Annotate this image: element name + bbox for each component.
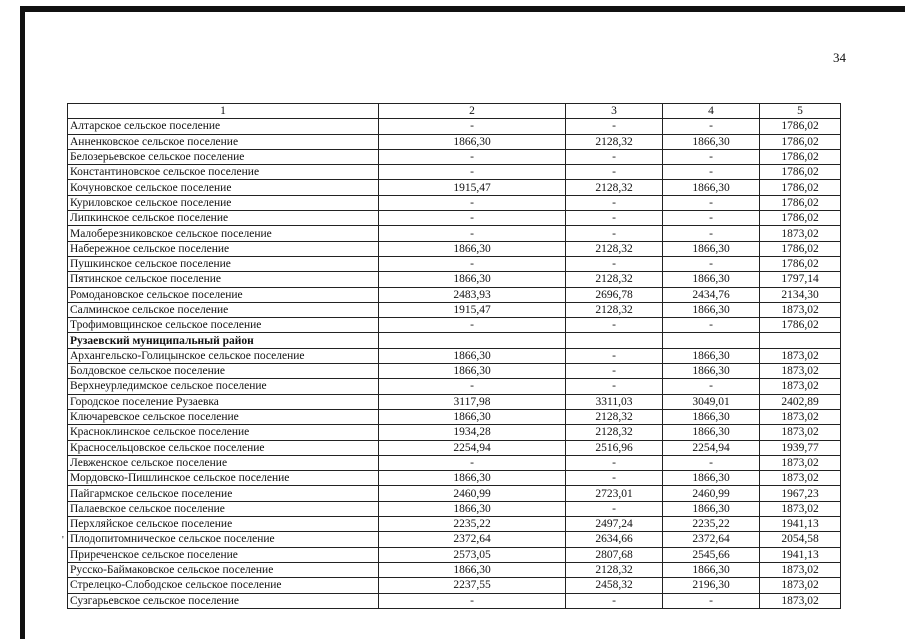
settlement-name-cell: Трофимовщинское сельское поселение: [68, 318, 379, 333]
value-cell-col2: 2460,99: [379, 486, 566, 501]
value-cell-col5: 1797,14: [760, 272, 841, 287]
value-cell-col5: 1786,02: [760, 256, 841, 271]
value-cell-col5: 1873,02: [760, 562, 841, 577]
settlement-name-cell: Набережное сельское поселение: [68, 241, 379, 256]
table-row: [68, 578, 841, 593]
value-cell-col2: -: [379, 593, 566, 608]
settlement-name-cell: Константиновское сельское поселение: [68, 165, 379, 180]
settlement-name-cell: Пятинское сельское поселение: [68, 272, 379, 287]
settlement-name-cell: Палаевское сельское поселение: [68, 501, 379, 516]
value-cell-col4: 2460,99: [663, 486, 760, 501]
value-cell-col5: 1873,02: [760, 455, 841, 470]
value-cell-col3: 2128,32: [566, 134, 663, 149]
scan-left-edge: [20, 6, 25, 639]
table-row: [68, 348, 841, 363]
value-cell-col2: -: [379, 318, 566, 333]
settlement-name-cell: Стрелецко-Слободское сельское поселение: [68, 578, 379, 593]
table-row: [68, 272, 841, 287]
value-cell-col2: 2372,64: [379, 532, 566, 547]
value-cell-col3: [566, 333, 663, 348]
value-cell-col2: -: [379, 165, 566, 180]
value-cell-col3: -: [566, 211, 663, 226]
value-cell-col3: 3311,03: [566, 394, 663, 409]
value-cell-col2: 1934,28: [379, 425, 566, 440]
value-cell-col5: 1786,02: [760, 211, 841, 226]
table-row: [68, 501, 841, 516]
value-cell-col4: 1866,30: [663, 272, 760, 287]
value-cell-col3: 2696,78: [566, 287, 663, 302]
settlement-name-cell: Сузгарьевское сельское поселение: [68, 593, 379, 608]
header-cell: 4: [663, 104, 760, 119]
value-cell-col3: 2497,24: [566, 517, 663, 532]
value-cell-col3: 2807,68: [566, 547, 663, 562]
value-cell-col5: 1873,02: [760, 348, 841, 363]
value-cell-col4: -: [663, 455, 760, 470]
value-cell-col2: 1866,30: [379, 501, 566, 516]
value-cell-col3: -: [566, 149, 663, 164]
table-row: [68, 409, 841, 424]
value-cell-col4: 2372,64: [663, 532, 760, 547]
value-cell-col3: -: [566, 195, 663, 210]
value-cell-col5: 1873,02: [760, 593, 841, 608]
value-cell-col3: -: [566, 119, 663, 134]
scan-top-edge: [20, 6, 905, 12]
settlement-name-cell: Ромодановское сельское поселение: [68, 287, 379, 302]
header-row: [68, 104, 841, 119]
settlement-name-cell: Пайгармское сельское поселение: [68, 486, 379, 501]
value-cell-col2: 3117,98: [379, 394, 566, 409]
table-row: [68, 471, 841, 486]
settlement-name-cell: Липкинское сельское поселение: [68, 211, 379, 226]
value-cell-col2: 1866,30: [379, 241, 566, 256]
value-cell-col3: 2128,32: [566, 425, 663, 440]
value-cell-col5: 1873,02: [760, 471, 841, 486]
table-row: [68, 119, 841, 134]
value-cell-col3: -: [566, 318, 663, 333]
settlement-name-cell: Красноклинское сельское поселение: [68, 425, 379, 440]
settlement-name-cell: Левженское сельское поселение: [68, 455, 379, 470]
settlement-name-cell: Пушкинское сельское поселение: [68, 256, 379, 271]
table-row: [68, 379, 841, 394]
value-cell-col5: 1939,77: [760, 440, 841, 455]
settlement-name-cell: Городское поселение Рузаевка: [68, 394, 379, 409]
table-row: [68, 547, 841, 562]
value-cell-col4: 1866,30: [663, 364, 760, 379]
value-cell-col3: 2516,96: [566, 440, 663, 455]
table-row: [68, 134, 841, 149]
value-cell-col5: [760, 333, 841, 348]
value-cell-col3: -: [566, 471, 663, 486]
value-cell-col2: 2254,94: [379, 440, 566, 455]
table-row: [68, 394, 841, 409]
value-cell-col2: 1866,30: [379, 471, 566, 486]
value-cell-col2: 1866,30: [379, 364, 566, 379]
value-cell-col3: -: [566, 593, 663, 608]
margin-mark: ': [62, 535, 64, 546]
value-cell-col4: -: [663, 119, 760, 134]
value-cell-col2: 2237,55: [379, 578, 566, 593]
value-cell-col5: 2402,89: [760, 394, 841, 409]
value-cell-col4: 2434,76: [663, 287, 760, 302]
value-cell-col2: -: [379, 195, 566, 210]
value-cell-col4: 1866,30: [663, 562, 760, 577]
value-cell-col2: 2483,93: [379, 287, 566, 302]
value-cell-col2: -: [379, 379, 566, 394]
value-cell-col5: 1786,02: [760, 241, 841, 256]
value-cell-col4: [663, 333, 760, 348]
value-cell-col5: 2134,30: [760, 287, 841, 302]
table-row: [68, 486, 841, 501]
table-row: [68, 532, 841, 547]
settlement-name-cell: Архангельско-Голицынское сельское поселение: [68, 348, 379, 363]
section-row: [68, 333, 841, 348]
value-cell-col3: -: [566, 165, 663, 180]
value-cell-col4: 1866,30: [663, 348, 760, 363]
value-cell-col4: 2196,30: [663, 578, 760, 593]
table-row: [68, 195, 841, 210]
value-cell-col3: -: [566, 256, 663, 271]
value-cell-col2: 1866,30: [379, 348, 566, 363]
settlement-name-cell: Красносельцовское сельское поселение: [68, 440, 379, 455]
header-cell: 1: [68, 104, 379, 119]
settlement-name-cell: Болдовское сельское поселение: [68, 364, 379, 379]
value-cell-col2: -: [379, 149, 566, 164]
value-cell-col4: 1866,30: [663, 180, 760, 195]
value-cell-col5: 1786,02: [760, 134, 841, 149]
value-cell-col5: 1967,23: [760, 486, 841, 501]
table-row: [68, 440, 841, 455]
value-cell-col5: 1786,02: [760, 318, 841, 333]
value-cell-col4: 1866,30: [663, 501, 760, 516]
table-row: [68, 455, 841, 470]
value-cell-col4: -: [663, 593, 760, 608]
settlement-name-cell: Русско-Баймаковское сельское поселение: [68, 562, 379, 577]
value-cell-col3: -: [566, 226, 663, 241]
value-cell-col3: 2128,32: [566, 562, 663, 577]
value-cell-col2: -: [379, 211, 566, 226]
value-cell-col2: 1915,47: [379, 302, 566, 317]
table-row: [68, 149, 841, 164]
value-cell-col2: -: [379, 455, 566, 470]
value-cell-col4: 2235,22: [663, 517, 760, 532]
settlement-name-cell: Плодопитомническое сельское поселение: [68, 532, 379, 547]
value-cell-col3: 2128,32: [566, 409, 663, 424]
value-cell-col4: -: [663, 195, 760, 210]
value-cell-col4: 1866,30: [663, 134, 760, 149]
value-cell-col5: 1873,02: [760, 501, 841, 516]
table-row: [68, 287, 841, 302]
value-cell-col3: -: [566, 348, 663, 363]
value-cell-col2: 1866,30: [379, 134, 566, 149]
value-cell-col5: 1873,02: [760, 379, 841, 394]
value-cell-col3: 2128,32: [566, 241, 663, 256]
value-cell-col4: 1866,30: [663, 471, 760, 486]
table-row: [68, 425, 841, 440]
value-cell-col3: 2128,32: [566, 180, 663, 195]
table-row: [68, 226, 841, 241]
settlement-name-cell: Салминское сельское поселение: [68, 302, 379, 317]
value-cell-col4: -: [663, 211, 760, 226]
value-cell-col5: 1873,02: [760, 425, 841, 440]
table-row: [68, 517, 841, 532]
settlement-name-cell: Ключаревское сельское поселение: [68, 409, 379, 424]
settlement-name-cell: Анненковское сельское поселение: [68, 134, 379, 149]
value-cell-col4: -: [663, 226, 760, 241]
value-cell-col2: -: [379, 256, 566, 271]
value-cell-col5: 1941,13: [760, 517, 841, 532]
value-cell-col4: 1866,30: [663, 302, 760, 317]
value-cell-col2: 1866,30: [379, 562, 566, 577]
value-cell-col3: 2128,32: [566, 272, 663, 287]
value-cell-col4: 1866,30: [663, 425, 760, 440]
value-cell-col4: 2254,94: [663, 440, 760, 455]
value-cell-col4: -: [663, 149, 760, 164]
value-cell-col3: 2128,32: [566, 302, 663, 317]
value-cell-col5: 1786,02: [760, 195, 841, 210]
value-cell-col3: 2458,32: [566, 578, 663, 593]
table-row: [68, 562, 841, 577]
table-body: [68, 119, 841, 609]
value-cell-col5: 2054,58: [760, 532, 841, 547]
settlement-name-cell: Куриловское сельское поселение: [68, 195, 379, 210]
settlement-name-cell: Кочуновское сельское поселение: [68, 180, 379, 195]
value-cell-col4: -: [663, 318, 760, 333]
value-cell-col2: [379, 333, 566, 348]
value-cell-col4: 2545,66: [663, 547, 760, 562]
page-number: 34: [833, 50, 846, 65]
value-cell-col3: -: [566, 379, 663, 394]
settlement-name-cell: Перхляйское сельское поселение: [68, 517, 379, 532]
table-row: [68, 318, 841, 333]
value-cell-col3: -: [566, 501, 663, 516]
table-row: [68, 165, 841, 180]
value-cell-col2: 1866,30: [379, 272, 566, 287]
settlement-name-cell: Белозерьевское сельское поселение: [68, 149, 379, 164]
value-cell-col4: 1866,30: [663, 409, 760, 424]
value-cell-col4: 1866,30: [663, 241, 760, 256]
value-cell-col2: 2573,05: [379, 547, 566, 562]
value-cell-col5: 1786,02: [760, 165, 841, 180]
value-cell-col3: 2634,66: [566, 532, 663, 547]
value-cell-col5: 1873,02: [760, 302, 841, 317]
table-row: [68, 180, 841, 195]
value-cell-col3: -: [566, 455, 663, 470]
value-cell-col2: 1915,47: [379, 180, 566, 195]
table-row: [68, 364, 841, 379]
value-cell-col5: 1873,02: [760, 226, 841, 241]
data-table: [67, 103, 841, 609]
value-cell-col2: 1866,30: [379, 409, 566, 424]
table-row: [68, 211, 841, 226]
table-row: [68, 256, 841, 271]
value-cell-col3: 2723,01: [566, 486, 663, 501]
value-cell-col5: 1786,02: [760, 149, 841, 164]
value-cell-col2: 2235,22: [379, 517, 566, 532]
table-row: [68, 593, 841, 608]
value-cell-col5: 1873,02: [760, 578, 841, 593]
header-cell: 3: [566, 104, 663, 119]
settlement-name-cell: Алтарское сельское поселение: [68, 119, 379, 134]
value-cell-col5: 1873,02: [760, 409, 841, 424]
value-cell-col5: 1786,02: [760, 119, 841, 134]
settlement-name-cell: Малоберезниковское сельское поселение: [68, 226, 379, 241]
value-cell-col2: -: [379, 119, 566, 134]
value-cell-col5: 1786,02: [760, 180, 841, 195]
value-cell-col4: 3049,01: [663, 394, 760, 409]
value-cell-col5: 1873,02: [760, 364, 841, 379]
value-cell-col4: -: [663, 256, 760, 271]
settlement-name-cell: Приреченское сельское поселение: [68, 547, 379, 562]
settlement-name-cell: Мордовско-Пишлинское сельское поселение: [68, 471, 379, 486]
settlement-name-cell: Рузаевский муниципальный район: [68, 333, 379, 348]
table-row: [68, 241, 841, 256]
value-cell-col4: -: [663, 165, 760, 180]
settlement-name-cell: Верхнеурледимское сельское поселение: [68, 379, 379, 394]
header-cell: 2: [379, 104, 566, 119]
value-cell-col4: -: [663, 379, 760, 394]
value-cell-col2: -: [379, 226, 566, 241]
table-row: [68, 302, 841, 317]
value-cell-col5: 1941,13: [760, 547, 841, 562]
value-cell-col3: -: [566, 364, 663, 379]
header-cell: 5: [760, 104, 841, 119]
